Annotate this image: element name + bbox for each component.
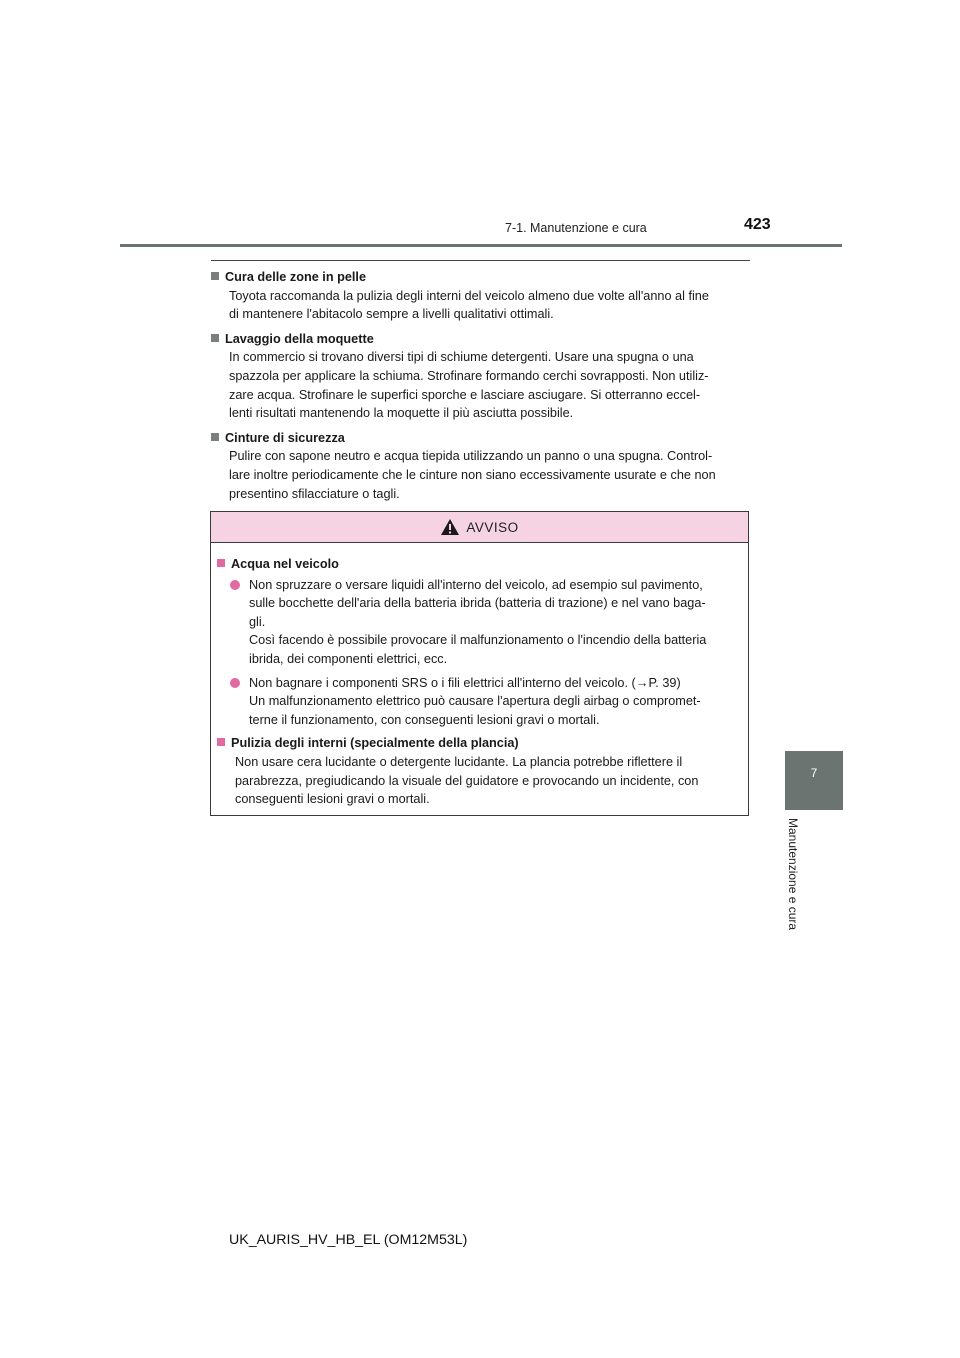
warning-section-title-text: Pulizia degli interni (specialmente della plancia) [231,736,519,751]
page-number: 423 [744,216,771,233]
footer-document-code: UK_AURIS_HV_HB_EL (OM12M53L) [229,1232,468,1248]
text-line: gli. [249,614,266,629]
text-line: ibrida, dei componenti elettrici, ecc. [249,651,448,666]
header-section-title: 7-1. Manutenzione e cura [505,221,647,235]
warning-section-title [217,555,742,574]
warning-section-body [217,753,742,809]
text-line: Non usare cera lucidante o detergente lucidante. La plancia potrebbe riflettere il [235,754,683,769]
section-title-text: Cinture di sicurezza [225,430,345,445]
section-body [211,447,748,503]
main-content [211,268,748,509]
section-title-text: Lavaggio della moquette [225,331,374,346]
section-body [211,348,748,422]
text-line: terne il funzionamento, con conseguenti lesioni gravi o mortali. [249,712,600,727]
warning-section-title-text: Acqua nel veicolo [231,557,339,571]
text-line: Non bagnare i componenti SRS o i fili elettrici all'interno del veicolo. (→P. 39) [249,675,681,690]
text-line: Pulire con sapone neutro e acqua tiepida utilizzando un panno o una spugna. Control- [229,449,713,464]
warning-body [211,543,748,809]
square-bullet-icon [217,738,225,746]
text-line: lare inoltre periodicamente che le cinture non siano eccessivamente usurate e che non [229,467,716,482]
chapter-tab [785,751,843,810]
chapter-tab-number: 7 [810,766,818,780]
round-bullet-icon [230,678,240,688]
text-line: lenti risultati mantenendo la moquette il più asciutta possibile. [229,406,574,421]
section-title [211,268,748,287]
header-rule [120,244,842,247]
chapter-side-label: Manutenzione e cura [786,818,800,931]
text-line: presentino sfilacciature o tagli. [229,486,400,501]
warning-header [211,512,748,543]
warning-box [210,511,749,816]
text-line: di mantenere l'abitacolo sempre a livelli qualitativi ottimali. [229,307,554,322]
text-line: In commercio si trovano diversi tipi di schiume detergenti. Usare una spugna o una [229,350,694,365]
warning-section-water [217,555,742,729]
text-line: Non spruzzare o versare liquidi all'interno del veicolo, ad esempio sul pavimento, [249,577,703,592]
square-bullet-icon [211,272,219,280]
section-body [211,287,748,324]
section-title [211,429,748,448]
section-seatbelts [211,429,748,503]
text-line: spazzola per applicare la schiuma. Strofinare formando cerchi sovrapposti. Non utiliz- [229,368,709,383]
warning-section-title [217,734,742,753]
text-line: sulle bocchette dell'aria della batteria ibrida (batteria di trazione) e nel vano baga- [249,596,706,611]
warning-item [217,674,742,730]
warning-heading: AVVISO [466,519,519,535]
square-bullet-icon [211,433,219,441]
content-top-rule [211,260,750,261]
text-line: Un malfunzionamento elettrico può causare l'apertura degli airbag o compromet- [249,694,701,709]
text-line: Toyota raccomanda la pulizia degli interni del veicolo almeno due volte all'anno al fine [229,288,709,303]
section-title-text: Cura delle zone in pelle [225,270,367,284]
section-leather [211,268,748,324]
round-bullet-icon [230,580,240,590]
warning-item [217,576,742,669]
text-line: conseguenti lesioni gravi o mortali. [235,792,430,807]
warning-triangle-icon [440,518,460,536]
square-bullet-icon [217,559,225,567]
square-bullet-icon [211,334,219,342]
warning-section-interior [217,734,742,808]
section-title [211,330,748,349]
text-line: Così facendo è possibile provocare il malfunzionamento o l'incendio della batteria [249,633,707,648]
section-carpet [211,330,748,423]
text-line: zare acqua. Strofinare le superfici sporche e lasciare asciugare. Si otterranno eccel- [229,387,701,402]
text-line: parabrezza, pregiudicando la visuale del guidatore e provocando un incidente, con [235,773,699,788]
